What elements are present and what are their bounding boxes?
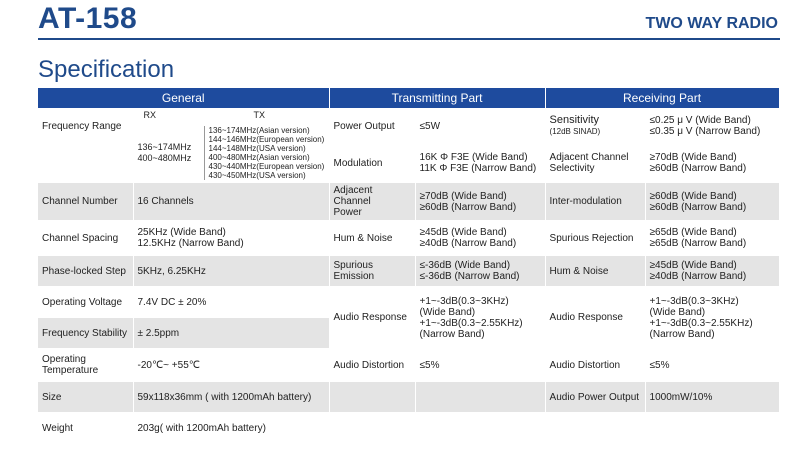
gen-value-1: 25KHz (Wide Band) 12.5KHz (Narrow Band) — [133, 221, 329, 256]
tx-label-5: Audio Response — [329, 287, 415, 349]
rx-label-3: Spurious Rejection — [545, 221, 645, 256]
gen-label-2: Phase-locked Step — [38, 256, 133, 287]
tx-value-3: ≥45dB (Wide Band) ≥40dB (Narrow Band) — [415, 221, 545, 256]
freq-tx-4: 430~440MHz(European version) — [208, 161, 325, 171]
section-header-general: General — [38, 88, 329, 109]
gen-value-6: 59x118x36mm ( with 1200mAh battery) — [133, 382, 329, 413]
gen-label-5: Operating Temperature — [38, 349, 133, 382]
freq-tx-5: 430~450MHz(USA version) — [208, 170, 306, 180]
tx-value-0: ≤5W — [415, 109, 545, 144]
tx-value-4: ≤-36dB (Wide Band) ≤-36dB (Narrow Band) — [415, 256, 545, 287]
rx-label-5: Audio Response — [545, 287, 645, 349]
gen-label-1: Channel Spacing — [38, 221, 133, 256]
rx-value-1: ≥70dB (Wide Band) ≥60dB (Narrow Band) — [645, 144, 779, 183]
freq-tx-2: 144~148MHz(USA version) — [208, 143, 306, 153]
freq-tx-3: 400~480MHz(Asian version) — [208, 152, 310, 162]
sensitivity-label: Sensitivity — [549, 114, 600, 126]
gen-label-7: Weight — [38, 413, 133, 444]
freq-label: Frequency Range — [38, 109, 133, 144]
rx-param-0 — [545, 109, 645, 144]
gen-value-0: 16 Channels — [133, 183, 329, 221]
rx-label: RX — [143, 110, 157, 120]
tx-value-1: 16K Φ F3E (Wide Band) 11K Φ F3E (Narrow Band) — [415, 144, 545, 183]
rx-value-2: ≥60dB (Wide Band) ≥60dB (Narrow Band) — [645, 183, 779, 221]
rx-label-1: Adjacent Channel Selectivity — [545, 144, 645, 183]
gen-value-5: -20℃~ +55℃ — [133, 349, 329, 382]
tx-label-3: Hum & Noise — [329, 221, 415, 256]
tx-label-6: Audio Distortion — [329, 349, 415, 382]
section-header-receiving: Receiving Part — [545, 88, 779, 109]
rx-value-3: ≥65dB (Wide Band) ≥65dB (Narrow Band) — [645, 221, 779, 256]
rx-value-6: ≤5% — [645, 349, 779, 382]
rx-empty-8-value — [645, 413, 779, 444]
tx-label-4: Spurious Emission — [329, 256, 415, 287]
brand-label: TWO WAY RADIO — [645, 15, 778, 32]
tx-value-5: +1~-3dB(0.3~3KHz) (Wide Band) +1~-3dB(0.3~2.55KHz) (Narrow Band) — [415, 287, 545, 349]
rx-empty-8 — [545, 413, 645, 444]
sensitivity-sublabel: (12dB SINAD) — [549, 127, 601, 136]
tx-empty-8-value — [415, 413, 545, 444]
rx-label-4: Hum & Noise — [545, 256, 645, 287]
gen-value-4: ± 2.5ppm — [133, 318, 329, 349]
gen-label-3: Operating Voltage — [38, 287, 133, 318]
rx-label-6: Audio Distortion — [545, 349, 645, 382]
gen-value-7: 203g( with 1200mAh battery) — [133, 413, 329, 444]
rx-label-7: Audio Power Output — [545, 382, 645, 413]
rx-value-5: +1~-3dB(0.3~3KHz) (Wide Band) +1~-3dB(0.3~2.55KHz) (Narrow Band) — [645, 287, 779, 349]
gen-label-6: Size — [38, 382, 133, 413]
freq-values — [133, 123, 329, 183]
tx-empty-7-value — [415, 382, 545, 413]
tx-empty-7 — [329, 382, 415, 413]
gen-label-0: Channel Number — [38, 183, 133, 221]
header-divider — [38, 38, 780, 40]
tx-empty-8 — [329, 413, 415, 444]
tx-label-2: Adjacent Channel Power — [329, 183, 415, 221]
tx-value-6: ≤5% — [415, 349, 545, 382]
freq-rx-0: 136~174MHz — [137, 141, 192, 152]
tx-label-0: Power Output — [329, 109, 415, 144]
rx-value-0: ≤0.25 μ V (Wide Band) ≤0.35 μ V (Narrow Band) — [645, 109, 779, 144]
gen-label-4: Frequency Stability — [38, 318, 133, 349]
page-title: Specification — [38, 56, 175, 83]
model-title: AT-158 — [38, 2, 138, 35]
freq-tx-1: 144~146MHz(European version) — [208, 134, 325, 144]
tx-label-1: Modulation — [329, 144, 415, 183]
gen-value-2: 5KHz, 6.25KHz — [133, 256, 329, 287]
section-header-transmitting: Transmitting Part — [329, 88, 545, 109]
spec-table — [38, 88, 780, 444]
rx-tx-subheader — [133, 109, 329, 123]
gen-value-3: 7.4V DC ± 20% — [133, 287, 329, 318]
rx-value-4: ≥45dB (Wide Band) ≥40dB (Narrow Band) — [645, 256, 779, 287]
rx-value-7: 1000mW/10% — [645, 382, 779, 413]
rx-label-2: Inter-modulation — [545, 183, 645, 221]
tx-value-2: ≥70dB (Wide Band) ≥60dB (Narrow Band) — [415, 183, 545, 221]
tx-label: TX — [253, 110, 266, 120]
freq-tx-0: 136~174MHz(Asian version) — [208, 125, 310, 135]
freq-rx-1: 400~480MHz — [137, 152, 192, 163]
